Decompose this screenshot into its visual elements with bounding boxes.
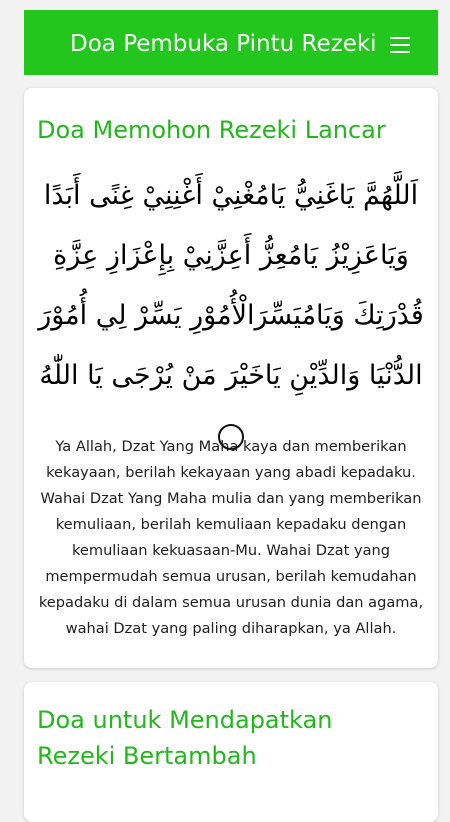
- translation-text: Ya Allah, Dzat Yang Maha kaya dan memberikan kekayaan, berilah kekayaan yang abadi kepadaku. Wahai Dzat Yang Maha mulia dan yang memberikan kemuliaan, berilah kemuliaan kepadaku dengan kemuliaan kekuasaan-Mu. Wahai Dzat yang mempermudah semua urusan, berilah kemudahan kepadaku di dalam semua urusan dunia dan agama, wahai Dzat yang paling diharapkan, ya Allah.: [38, 438, 424, 637]
- arabic-text: [38, 166, 424, 466]
- arabic-text-content: اَللَّهُمَّ يَاغَنِيُّ يَامُغْنِيْ أَغْنِنِيْ غِنًى أَبَدًا وَيَاعَزِيْزُ يَامُعِزُّ أَعِزَّنِيْ بِإِعْزَازِ عِزَّةِ قُدْرَتِكَ وَيَامُيَسِّرَالْأُمُوْرِ يَسِّرْ لِي أُمُوْرَ الدُّنْيَا وَالدِّيْنِ يَاخَيْرَ مَنْ يُرْجَى يَا اللّٰهُ: [38, 180, 424, 391]
- doa-card: [24, 682, 438, 822]
- menu-icon[interactable]: [390, 34, 414, 56]
- doa-title: Doa Memohon Rezeki Lancar: [37, 116, 386, 144]
- doa-title: Doa untuk Mendapatkan Rezeki Bertambah: [37, 706, 333, 770]
- doa-card: [24, 88, 438, 668]
- app-bar: [24, 10, 438, 75]
- app-title: Doa Pembuka Pintu Rezeki: [70, 31, 377, 57]
